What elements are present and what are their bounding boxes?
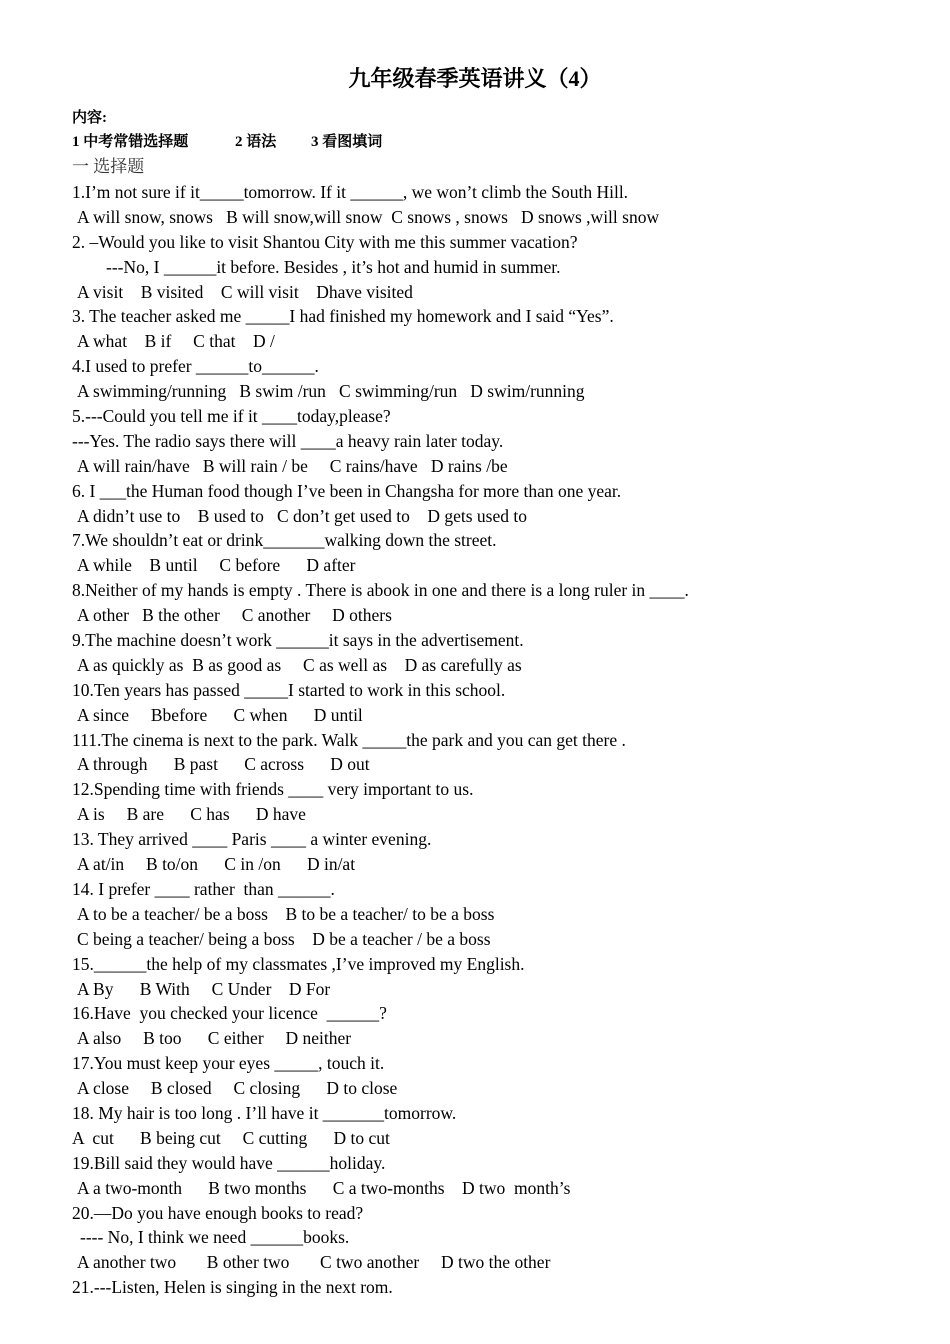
dialogue-reply: ---Yes. The radio says there will ____a heavy rain later today. xyxy=(72,430,504,451)
section-heading: 一 选择题 xyxy=(72,157,145,176)
answer-options: A since Bbefore C when D until xyxy=(77,704,363,725)
question-stem: 7.We shouldn’t eat or drink_______walking down the street. xyxy=(72,530,497,551)
question-stem: 19.Bill said they would have ______holiday. xyxy=(72,1152,386,1173)
answer-options: A another two B other two C two another D two the other xyxy=(77,1252,551,1273)
topic-item: 1 中考常错选择题 xyxy=(72,134,189,150)
dialogue-reply: ---- No, I think we need ______books. xyxy=(80,1227,350,1248)
answer-options: A a two-month B two months C a two-months D two month’s xyxy=(77,1177,571,1198)
question-stem: 9.The machine doesn’t work ______it says in the advertisement. xyxy=(72,630,524,651)
answer-options: A as quickly as B as good as C as well as D as carefully as xyxy=(77,654,522,675)
topics-line xyxy=(72,132,382,152)
topic-item: 2 语法 xyxy=(235,134,277,150)
question-stem: 111.The cinema is next to the park. Walk _____the park and you can get there . xyxy=(72,729,626,750)
question-list xyxy=(72,180,892,1300)
question-stem: 20.—Do you have enough books to read? xyxy=(72,1202,364,1223)
question-stem: 6. I ___the Human food though I’ve been in Changsha for more than one year. xyxy=(72,480,622,501)
question-stem: 10.Ten years has passed _____I started to work in this school. xyxy=(72,679,506,700)
question-stem: 8.Neither of my hands is empty . There is abook in one and there is a long ruler in ____. xyxy=(72,580,689,601)
question-stem: 1.I’m not sure if it_____tomorrow. If it ______, we won’t climb the South Hill. xyxy=(72,182,629,202)
answer-options: A will snow, snows B will snow,will snow C snows , snows D snows ,will snow xyxy=(77,206,660,227)
answer-options: A is B are C has D have xyxy=(77,804,306,825)
answer-options: A what B if C that D / xyxy=(77,331,275,352)
question-stem: 17.You must keep your eyes _____, touch it. xyxy=(72,1053,385,1074)
answer-options: A visit B visited C will visit Dhave visited xyxy=(77,281,413,302)
question-stem: 18. My hair is too long . I’ll have it _______tomorrow. xyxy=(72,1102,457,1123)
question-stem: 14. I prefer ____ rather than ______. xyxy=(72,878,335,899)
question-stem: 2. –Would you like to visit Shantou City with me this summer vacation? xyxy=(72,231,578,252)
answer-options: A cut B being cut C cutting D to cut xyxy=(72,1127,390,1148)
answer-options: A at/in B to/on C in /on D in/at xyxy=(77,854,356,875)
page-title: 九年级春季英语讲义（4） xyxy=(348,66,602,91)
dialogue-reply: ---No, I ______it before. Besides , it’s hot and humid in summer. xyxy=(106,256,561,277)
answer-options: A didn’t use to B used to C don’t get used to D gets used to xyxy=(77,505,527,526)
answer-options: A By B With C Under D For xyxy=(77,978,331,999)
question-stem: 5.---Could you tell me if it ____today,please? xyxy=(72,406,391,427)
question-stem: 12.Spending time with friends ____ very important to us. xyxy=(72,779,474,800)
question-stem: 21.---Listen, Helen is singing in the next rom. xyxy=(72,1277,393,1298)
question-stem: 4.I used to prefer ______to______. xyxy=(72,356,319,377)
answer-options: C being a teacher/ being a boss D be a teacher / be a boss xyxy=(77,928,491,949)
answer-options: A through B past C across D out xyxy=(77,754,370,775)
question-stem: 3. The teacher asked me _____I had finished my homework and I said “Yes”. xyxy=(72,306,614,327)
question-stem: 16.Have you checked your licence ______? xyxy=(72,1003,387,1024)
answer-options: A while B until C before D after xyxy=(77,555,356,576)
answer-options: A to be a teacher/ be a boss B to be a teacher/ to be a boss xyxy=(77,903,495,924)
topic-item: 3 看图填词 xyxy=(311,134,383,150)
question-stem: 15.______the help of my classmates ,I’ve improved my English. xyxy=(72,953,525,974)
answer-options: A swimming/running B swim /run C swimming/run D swim/running xyxy=(77,381,585,402)
answer-options: A also B too C either D neither xyxy=(77,1028,352,1049)
answer-options: A other B the other C another D others xyxy=(77,605,392,626)
content-label: 内容: xyxy=(72,110,107,126)
answer-options: A will rain/have B will rain / be C rains/have D rains /be xyxy=(77,455,508,476)
question-stem: 13. They arrived ____ Paris ____ a winter evening. xyxy=(72,829,432,850)
answer-options: A close B closed C closing D to close xyxy=(77,1078,398,1099)
